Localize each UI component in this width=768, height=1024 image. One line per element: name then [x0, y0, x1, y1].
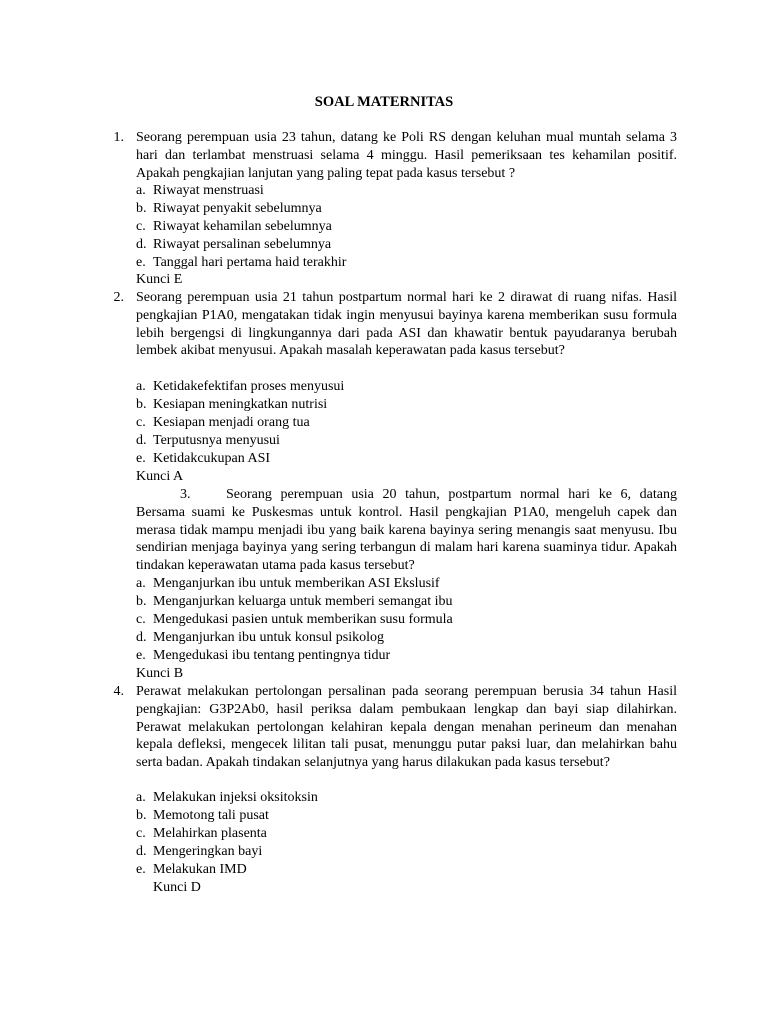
- question-1-number: 1.: [113, 130, 124, 145]
- question-3-option-e: e. Mengedukasi ibu tentang pentingnya tidur: [136, 648, 391, 663]
- question-3-option-b: b. Menganjurkan keluarga untuk memberi semangat ibu: [136, 594, 453, 609]
- question-4-option-c: c. Melahirkan plasenta: [136, 826, 267, 841]
- question-2-option-b: b. Kesiapan meningkatkan nutrisi: [136, 397, 328, 412]
- question-2-text: Seorang perempuan usia 21 tahun postpartum normal hari ke 2 dirawat di ruang nifas. Hasil pengkajian P1A0, mengatakan tidak ingin menyusui bayinya karena memberikan susu formula lebih bergengsi di lingkungannya dari pada ASI dan khawatir bentuk payudaranya berubah lembek akibat menyusui. Apakah masalah keperawatan pada kasus tersebut?: [136, 290, 677, 359]
- question-3-answer-key: Kunci B: [136, 666, 184, 681]
- question-4-option-d: d. Mengeringkan bayi: [136, 844, 263, 859]
- question-2-option-e: e. Ketidakcukupan ASI: [136, 451, 271, 466]
- question-1-answer-key: Kunci E: [136, 272, 183, 287]
- question-1-text: Seorang perempuan usia 23 tahun, datang ke Poli RS dengan keluhan mual muntah selama 3 hari dan terlambat menstruasi selama 4 minggu. Hasil pemeriksaan tes kehamilan positif. Apakah pengkajian lanjutan yang paling tepat pada kasus tersebut ?: [136, 130, 677, 181]
- question-3-option-d: d. Menganjurkan ibu untuk konsul psikolog: [136, 630, 384, 645]
- question-2-option-d: d. Terputusnya menyusui: [136, 433, 280, 448]
- question-3-option-c: c. Mengedukasi pasien untuk memberikan susu formula: [136, 612, 453, 627]
- question-3-text: 3. Seorang perempuan usia 20 tahun, postpartum normal hari ke 6, datang Bersama suami ke Puskesmas untuk kontrol. Hasil pengkajian P1A0, mengeluh capek dan merasa tidak mampu menjadi ibu yang baik karena bayinya sering menangis saat menyusu. Ibu sendirian menjaga bayinya yang sering terbangun di malam hari karena suaminya tidur. Apakah tindakan keperawatan utama pada kasus tersebut?: [136, 487, 677, 574]
- question-4-answer-key: Kunci D: [153, 880, 201, 895]
- question-3-number: 3.: [180, 487, 191, 502]
- question-1-option-d: d. Riwayat persalinan sebelumnya: [136, 237, 332, 252]
- question-4-number: 4.: [113, 684, 124, 699]
- page-title: SOAL MATERNITAS: [314, 94, 454, 110]
- question-2-answer-key: Kunci A: [136, 469, 184, 484]
- question-1-option-c: c. Riwayat kehamilan sebelumnya: [136, 219, 332, 234]
- question-4-option-a: a. Melakukan injeksi oksitoksin: [136, 790, 318, 805]
- question-1-option-b: b. Riwayat penyakit sebelumnya: [136, 201, 322, 216]
- question-4-text: Perawat melakukan pertolongan persalinan pada seorang perempuan berusia 34 tahun Hasil pengkajian: G3P2Ab0, hasil periksa dalam pembukaan lengkap dan bayi siap dilahirkan. Perawat melakukan pertolongan kelahiran kepala dengan menahan perineum dan menahan kepala defleksi, mengecek lilitan tali pusat, menunggu putar paksi luar, dan melahirkan bahu serta badan. Apakah tindakan selanjutnya yang harus dilakukan pada kasus tersebut?: [136, 684, 677, 771]
- question-4-option-e: e. Melakukan IMD: [136, 862, 247, 877]
- question-2-number: 2.: [113, 290, 124, 305]
- question-2-option-a: a. Ketidakefektifan proses menyusui: [136, 379, 345, 394]
- question-2-option-c: c. Kesiapan menjadi orang tua: [136, 415, 310, 430]
- question-1-option-a: a. Riwayat menstruasi: [136, 183, 264, 198]
- question-4-option-b: b. Memotong tali pusat: [136, 808, 269, 823]
- question-1-option-e: e. Tanggal hari pertama haid terakhir: [136, 255, 347, 270]
- question-3-option-a: a. Menganjurkan ibu untuk memberikan ASI Ekslusif: [136, 576, 440, 591]
